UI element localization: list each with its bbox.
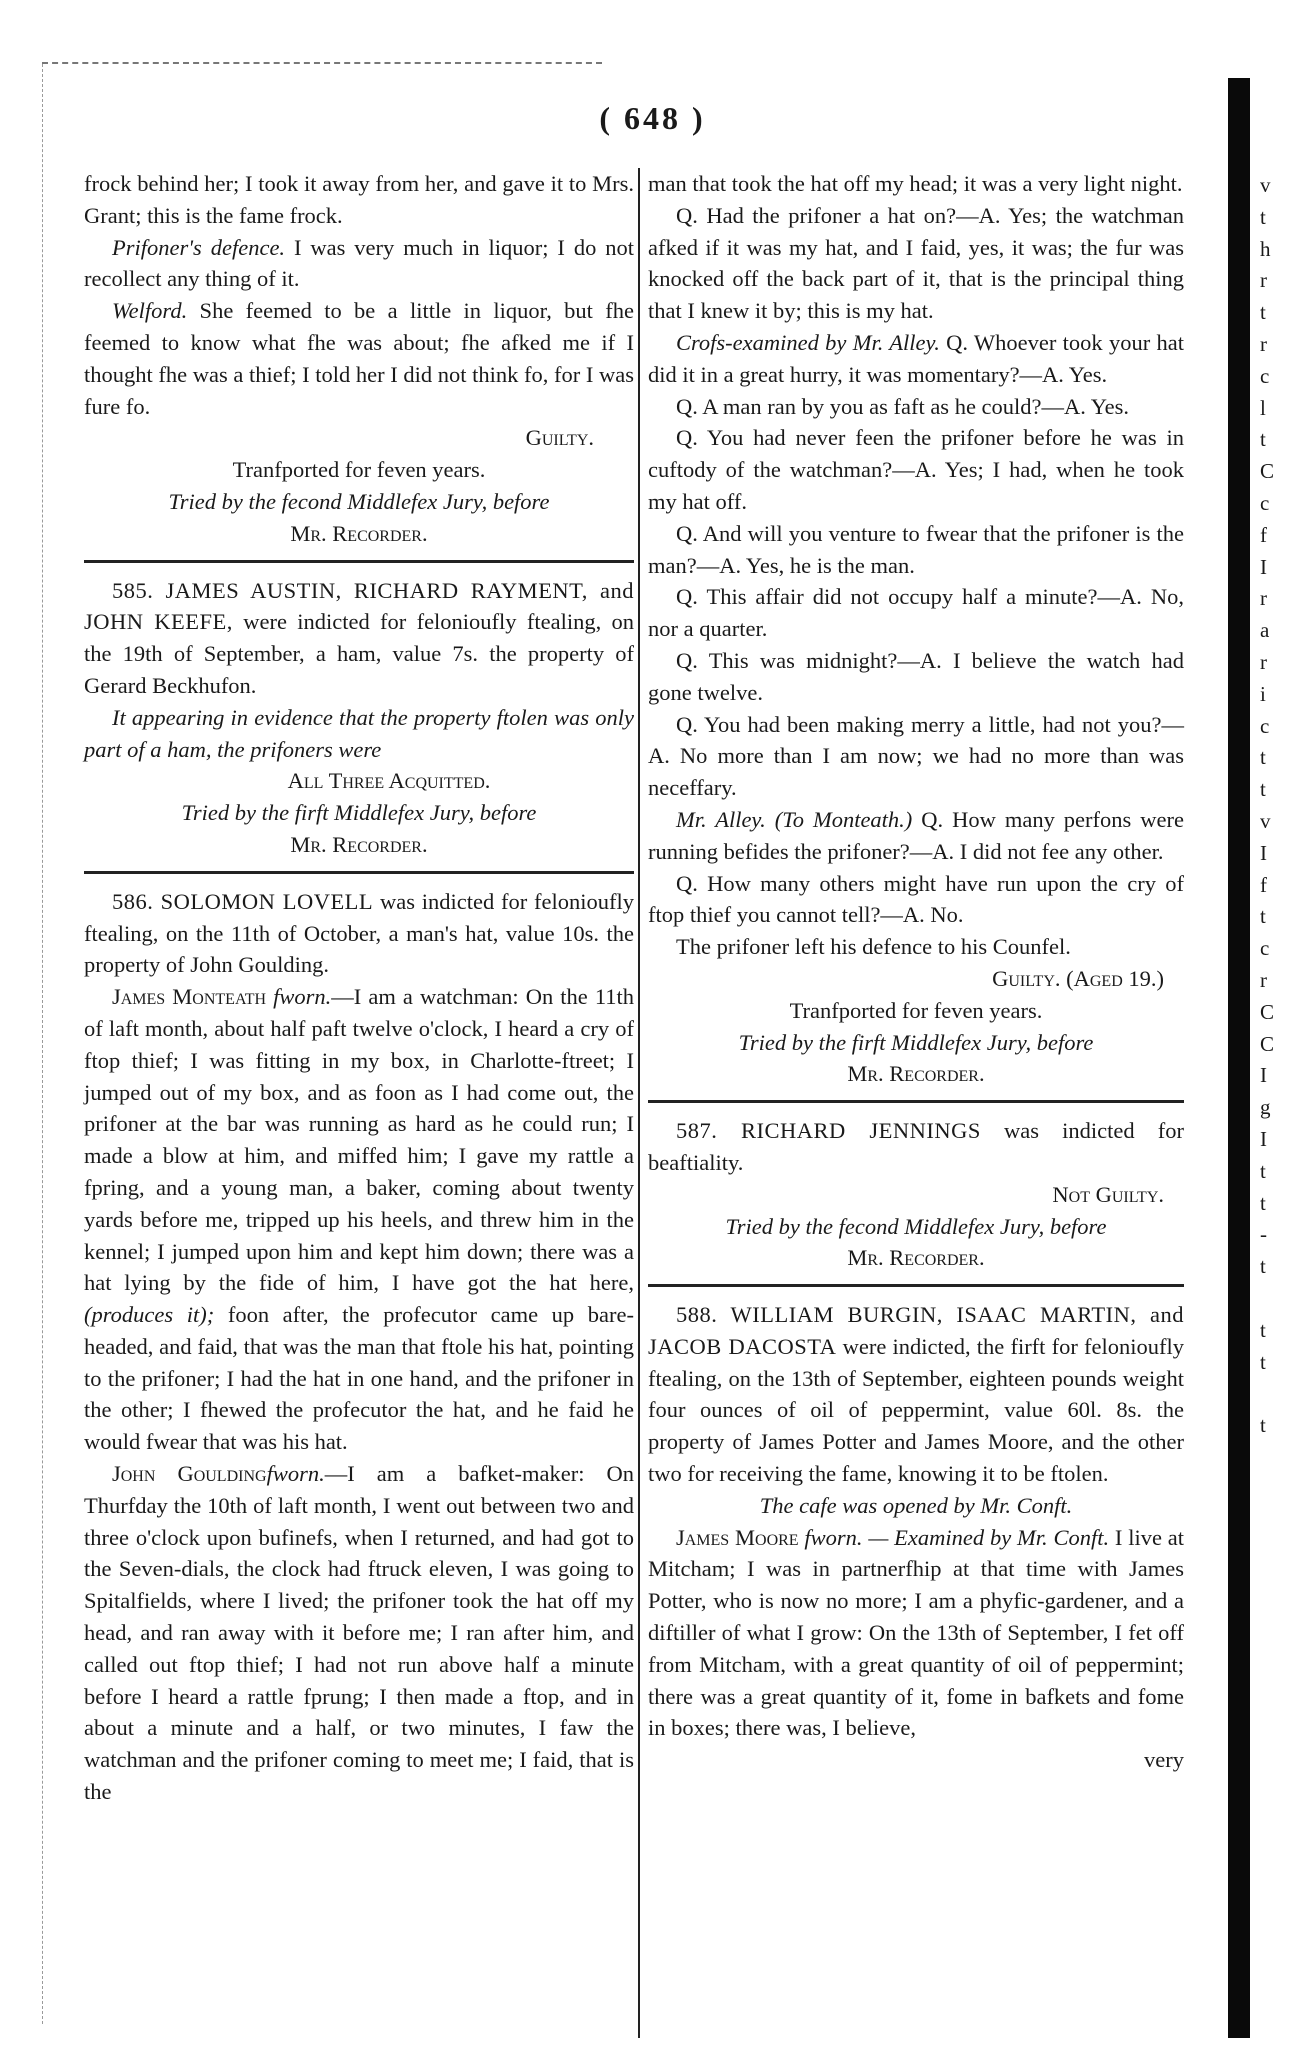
margin-fragment: t <box>1260 1254 1266 1279</box>
margin-fragment: I <box>1260 1063 1267 1088</box>
case-note: It appearing in evidence that the property ftolen was only part of a ham, the prifoners were <box>84 704 634 762</box>
margin-fragment: t <box>1260 1190 1266 1215</box>
tried-by: Tried by the firft Middlefex Jury, before <box>738 1029 1094 1055</box>
margin-fragment: l <box>1260 395 1266 420</box>
margin-fragment: r <box>1260 268 1267 293</box>
speaker-label: Crofs-examined by Mr. Alley. <box>676 329 940 355</box>
margin-fragment: c <box>1260 936 1270 961</box>
margin-fragment: c <box>1260 713 1270 738</box>
page-number: ( 648 ) <box>599 100 706 136</box>
case-585: 585. JAMES AUSTIN, RICHARD RAYMENT, and JOHN KEEFE, were indicted for felonioufly ftealing, on the 19th of September, a ham, value 7s. the property of Gerard Beckhufon. <box>84 577 635 698</box>
speaker-label: Mr. Alley. (To Monteath.) <box>676 806 913 832</box>
margin-fragment: g <box>1260 1095 1271 1120</box>
binding-shadow <box>1228 78 1250 2038</box>
qa: Q. You had been making merry a little, had not you?—A. No more than I am now; we had no more than was neceffary. <box>648 711 1184 801</box>
margin-fragment: t <box>1260 300 1266 325</box>
margin-fragment: v <box>1260 173 1271 197</box>
column-divider <box>638 168 640 2038</box>
qa: Crofs-examined by Mr. Alley. Q. Whoever took your hat did it in a great hurry, it was momentary?—A. Yes. <box>648 329 1185 387</box>
margin-fragment: r <box>1260 650 1267 674</box>
top-dashed-rule <box>42 62 602 64</box>
tried-by-recorder: Mr. Recorder. <box>847 1245 985 1271</box>
section-rule <box>84 560 634 563</box>
witness-name: James Moore <box>676 1524 799 1550</box>
speaker-label: Welford. <box>112 298 188 324</box>
paragraph: Prifoner's defence. I was very much in liquor; I do not recollect any thing of it. <box>84 234 634 292</box>
tried-by-recorder: Mr. Recorder. <box>290 831 428 857</box>
tried-by: Tried by the fecond Middlefex Jury, before <box>725 1213 1107 1239</box>
margin-fragment: t <box>1260 1158 1266 1183</box>
left-column <box>84 168 634 1808</box>
verdict: Guilty. (Aged 19.) <box>992 965 1164 991</box>
case-opened: The cafe was opened by Mr. Conft. <box>759 1492 1073 1518</box>
paragraph: The prifoner left his defence to his Counfel. <box>676 934 1071 960</box>
paragraph: man that took the hat off my head; it was a very light night. <box>648 171 1183 196</box>
margin-fragment: t <box>1260 745 1266 770</box>
left-page-edge <box>42 64 43 2024</box>
verdict: Guilty. <box>525 425 594 451</box>
sentence: Tranfported for feven years. <box>232 457 486 483</box>
margin-fragment: h <box>1260 236 1271 261</box>
section-rule <box>648 1284 1184 1287</box>
qa: Q. This affair did not occupy half a minute?—A. No, nor a quarter. <box>648 584 1184 642</box>
case-heading: 585. JAMES AUSTIN, RICHARD RAYMENT, and JOHN KEEFE, <box>84 577 634 635</box>
catchword: very <box>1144 1747 1184 1773</box>
margin-fragment: i <box>1260 681 1266 706</box>
margin-fragment: c <box>1260 363 1270 388</box>
margin-fragment: t <box>1260 1317 1266 1342</box>
paragraph: frock behind her; I took it away from her, and gave it to Mrs. Grant; this is the fame frock. <box>84 171 634 228</box>
witness-name: John Goulding <box>112 1461 267 1487</box>
tried-by: Tried by the firft Middlefex Jury, before <box>181 800 537 826</box>
margin-fragment: v <box>1260 809 1271 833</box>
section-rule <box>648 1100 1184 1103</box>
speaker-label: Prifoner's defence. <box>112 234 286 260</box>
margin-fragment: f <box>1260 872 1267 897</box>
margin-fragment: t <box>1260 204 1266 229</box>
section-rule <box>84 871 634 874</box>
testimony-monteath: James Monteath fworn.—I am a watchman: On the 11th of laft month, about half paft twelve o'clock, I heard a cry of ftop thief; I was fitting in my box, in Charlotte-ftreet; I jumped out of my box, and as foon as I had come out, the prifoner at the bar was running as hard as he could run; I made a blow at him, and miffed him; I gave my rattle a fpring, and a young man, a baker, coming about twenty yards before me, tripped up his heels, and threw him in the kennel; I jumped upon him and kept him down; there was a hat lying by the fide of him, I have got the hat here, (produces it); foon after, the profecutor came up bare-headed, and faid, that was the man that ftole his hat, pointing to the prifoner; I had the hat in one hand, and the prifoner in the other; I fhewed the profecutor the hat, and he faid he would fwear that was his hat. <box>84 984 635 1455</box>
margin-fragment: r <box>1260 586 1267 611</box>
case-heading: 587. RICHARD JENNINGS <box>676 1118 981 1144</box>
case-heading: 588. WILLIAM BURGIN, ISAAC MARTIN, and JACOB DACOSTA <box>648 1302 1184 1359</box>
margin-fragment: r <box>1260 968 1267 992</box>
qa: Mr. Alley. (To Monteath.) Q. How many perfons were running befides the prifoner?—A. I did not fee any other. <box>648 806 1184 864</box>
qa: Q. You had never feen the prifoner before he was in cuftody of the watchman?—A. Yes; I had, when he took my hat off. <box>648 425 1184 514</box>
margin-fragment: r <box>1260 332 1267 356</box>
margin-fragment: C <box>1260 999 1275 1024</box>
tried-by: Tried by the fecond Middlefex Jury, before <box>168 488 550 514</box>
case-588: 588. WILLIAM BURGIN, ISAAC MARTIN, and JACOB DACOSTA were indicted, the firft for felonioufly ftealing, on the 13th of September, eighteen pounds weight four ounces of oil of peppermint, value 60l. 8s. the property of James Potter and James Moore, and the other two for receiving the fame, knowing it to be ftolen. <box>648 1302 1185 1487</box>
margin-fragment: I <box>1260 1127 1267 1151</box>
verdict: Not Guilty. <box>1052 1181 1164 1207</box>
qa: Q. How many others might have run upon the cry of ftop thief you cannot tell?—A. No. <box>648 870 1184 928</box>
paragraph: Welford. She feemed to be a little in liquor, but fhe feemed to know what fhe was about; fhe afked me if I thought fhe was a thief; I told her I did not think fo, for I was fure fo. <box>84 298 634 419</box>
tried-by-recorder: Mr. Recorder. <box>847 1061 985 1087</box>
verdict: All Three Acquitted. <box>287 768 491 794</box>
margin-fragment: c <box>1260 491 1270 515</box>
tried-by-recorder: Mr. Recorder. <box>290 520 428 546</box>
qa: Q. This was midnight?—A. I believe the watch had gone twelve. <box>648 647 1184 705</box>
margin-fragment: t <box>1260 904 1266 929</box>
qa: Q. A man ran by you as faft as he could?—A. Yes. <box>676 393 1130 419</box>
margin-fragment: a <box>1260 618 1270 643</box>
margin-fragment: t <box>1260 1413 1266 1438</box>
qa: Q. Had the prifoner a hat on?—A. Yes; the watchman afked if it was my hat, and I faid, yes, it was; the fur was knocked off the back part of it, that is the principal thing that I knew it by; this is my hat. <box>648 202 1184 324</box>
case-587: 587. RICHARD JENNINGS was indicted for beaftiality. <box>648 1118 1184 1175</box>
qa: Q. And will you venture to fwear that the prifoner is the man?—A. Yes, he is the man. <box>648 520 1184 578</box>
case-586: 586. SOLOMON LOVELL was indicted for felonioufly ftealing, on the 11th of October, a man's hat, value 10s. the property of John Goulding. <box>84 888 635 978</box>
witness-name: James Monteath <box>112 984 267 1010</box>
margin-fragment: C <box>1260 459 1275 484</box>
right-column <box>648 168 1184 1776</box>
case-heading: 586. SOLOMON LOVELL <box>112 888 374 914</box>
sentence: Tranfported for feven years. <box>789 997 1043 1023</box>
testimony-moore: James Moore fworn. — Examined by Mr. Conft. I live at Mitcham; I was in partnerfhip at that time with James Potter, who is now no more; I am a phyfic-gardener, and a diftiller of what I grow: On the 13th of September, I fet off from Mitcham, with a great quantity of oil of peppermint; there was a great quantity of it, fome in bafkets and fome in boxes; there was, I believe, <box>648 1524 1184 1741</box>
margin-fragment: - <box>1260 1222 1267 1247</box>
margin-fragment: I <box>1260 554 1267 579</box>
testimony-goulding: John Gouldingfworn.—I am a bafket-maker: On Thurfday the 10th of laft month, I went out between two and three o'clock upon bufinefs, when I returned, and had got to the Seven-dials, the clock had ftruck eleven, I was going to Spitalfields, where I lived; the prifoner took the hat off my head, and ran away with it before me; I ran after him, and called out ftop thief; I had not run above half a minute before I heard a rattle fprung; I then made a ftop, and in about a minute and a half, or two minutes, I faw the watchman and the prifoner coming to meet me; I faid, that is the <box>84 1461 634 1805</box>
margin-fragment: C <box>1260 1031 1275 1056</box>
margin-fragment: f <box>1260 522 1267 547</box>
margin-fragment: t <box>1260 427 1266 452</box>
margin-fragment: I <box>1260 840 1267 865</box>
margin-fragment: t <box>1260 777 1266 802</box>
margin-fragment: t <box>1260 1349 1266 1374</box>
